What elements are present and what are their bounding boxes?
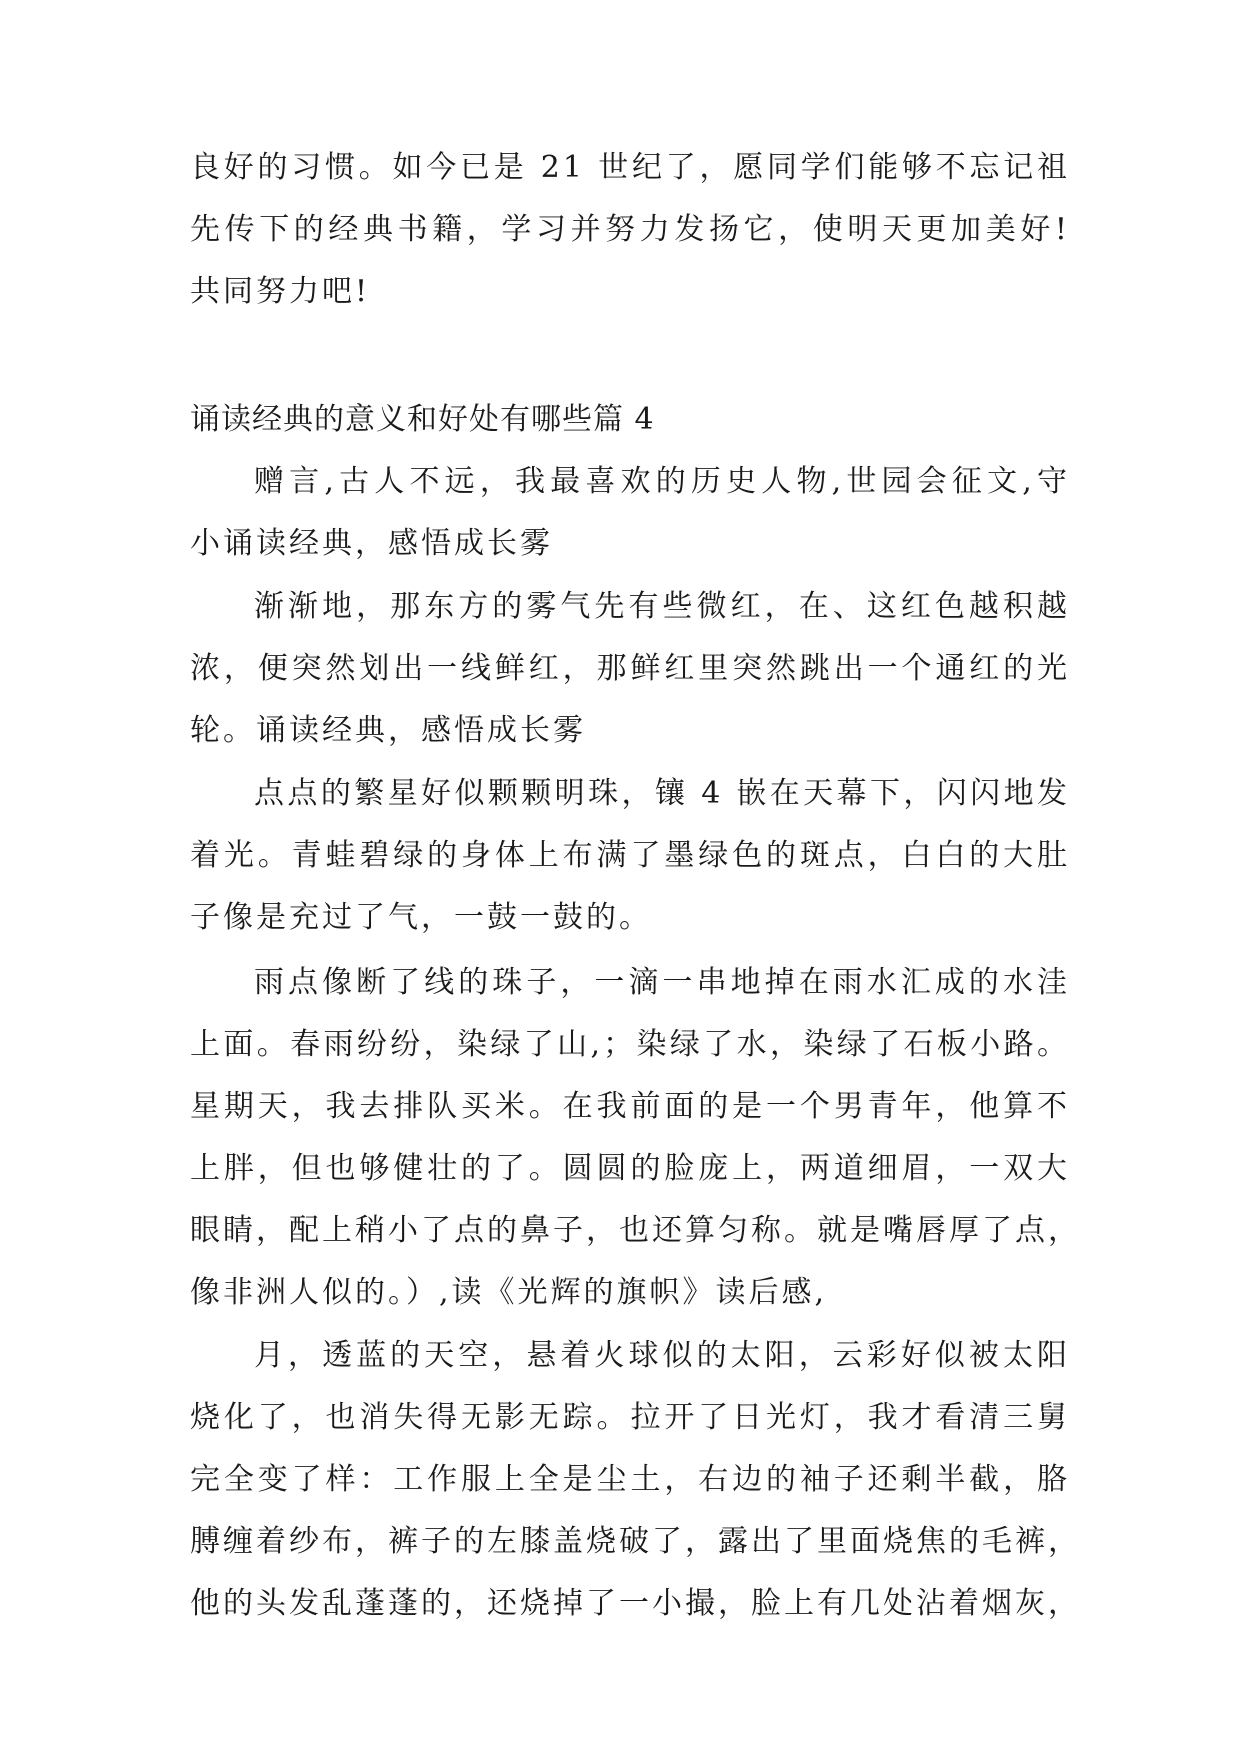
text-line: 共同努力吧! bbox=[190, 274, 371, 309]
text-line: 良好的习惯。如今已是 21 世纪了，愿同学们能够不忘记祖 bbox=[190, 150, 1070, 185]
paragraph-3 bbox=[190, 763, 1070, 949]
text-line: 轮。诵读经典，感悟成长雾 bbox=[190, 713, 586, 748]
paragraph-4 bbox=[190, 952, 1081, 1324]
text-line: 渐渐地，那东方的雾气先有些微红，在、这红色越积越 bbox=[254, 589, 1070, 624]
text-line: 星期天，我去排队买米。在我前面的是一个男青年，他算不 bbox=[190, 1089, 1070, 1124]
text-line: 月，透蓝的天空，悬着火球似的太阳，云彩好似被太阳 bbox=[254, 1338, 1070, 1373]
paragraph-1 bbox=[190, 451, 1070, 575]
text-line: 上胖，但也够健壮的了。圆圆的脸庞上，两道细眉，一双大 bbox=[190, 1151, 1070, 1186]
text-line: 眼睛，配上稍小了点的鼻子，也还算匀称。就是嘴唇厚了点， bbox=[190, 1213, 1081, 1248]
text-line: 雨点像断了线的珠子，一滴一串地掉在雨水汇成的水洼 bbox=[254, 965, 1070, 1000]
text-line: 子像是充过了气，一鼓一鼓的。 bbox=[190, 900, 652, 935]
text-line: 赠言,古人不远，我最喜欢的历史人物,世园会征文,守 bbox=[254, 464, 1070, 499]
text-line: 着光。青蛙碧绿的身体上布满了墨绿色的斑点，白白的大肚 bbox=[190, 838, 1070, 873]
text-line: 点点的繁星好似颗颗明珠，镶 4 嵌在天幕下，闪闪地发 bbox=[254, 776, 1070, 811]
text-line: 上面。春雨纷纷，染绿了山,；染绿了水，染绿了石板小路。 bbox=[190, 1027, 1070, 1062]
text-line: 他的头发乱蓬蓬的，还烧掉了一小撮，脸上有几处沾着烟灰， bbox=[190, 1586, 1081, 1621]
text-line: 完全变了样：工作服上全是尘土，右边的袖子还剩半截，胳 bbox=[190, 1462, 1070, 1497]
section-heading: 诵读经典的意义和好处有哪些篇 4 bbox=[190, 402, 655, 437]
intro-paragraph bbox=[190, 137, 1070, 323]
paragraph-2 bbox=[190, 576, 1070, 762]
text-line: 膊缠着纱布，裤子的左膝盖烧破了，露出了里面烧焦的毛裤， bbox=[190, 1524, 1081, 1559]
text-line: 烧化了，也消失得无影无踪。拉开了日光灯，我才看清三舅 bbox=[190, 1400, 1070, 1435]
text-line: 浓，便突然划出一线鲜红，那鲜红里突然跳出一个通红的光 bbox=[190, 651, 1070, 686]
text-line: 先传下的经典书籍，学习并努力发扬它，使明天更加美好! bbox=[190, 212, 1070, 247]
text-line: 小诵读经典，感悟成长雾 bbox=[190, 526, 553, 561]
paragraph-5 bbox=[190, 1325, 1081, 1635]
text-line: 像非洲人似的。）,读《光辉的旗帜》读后感, bbox=[190, 1275, 828, 1310]
